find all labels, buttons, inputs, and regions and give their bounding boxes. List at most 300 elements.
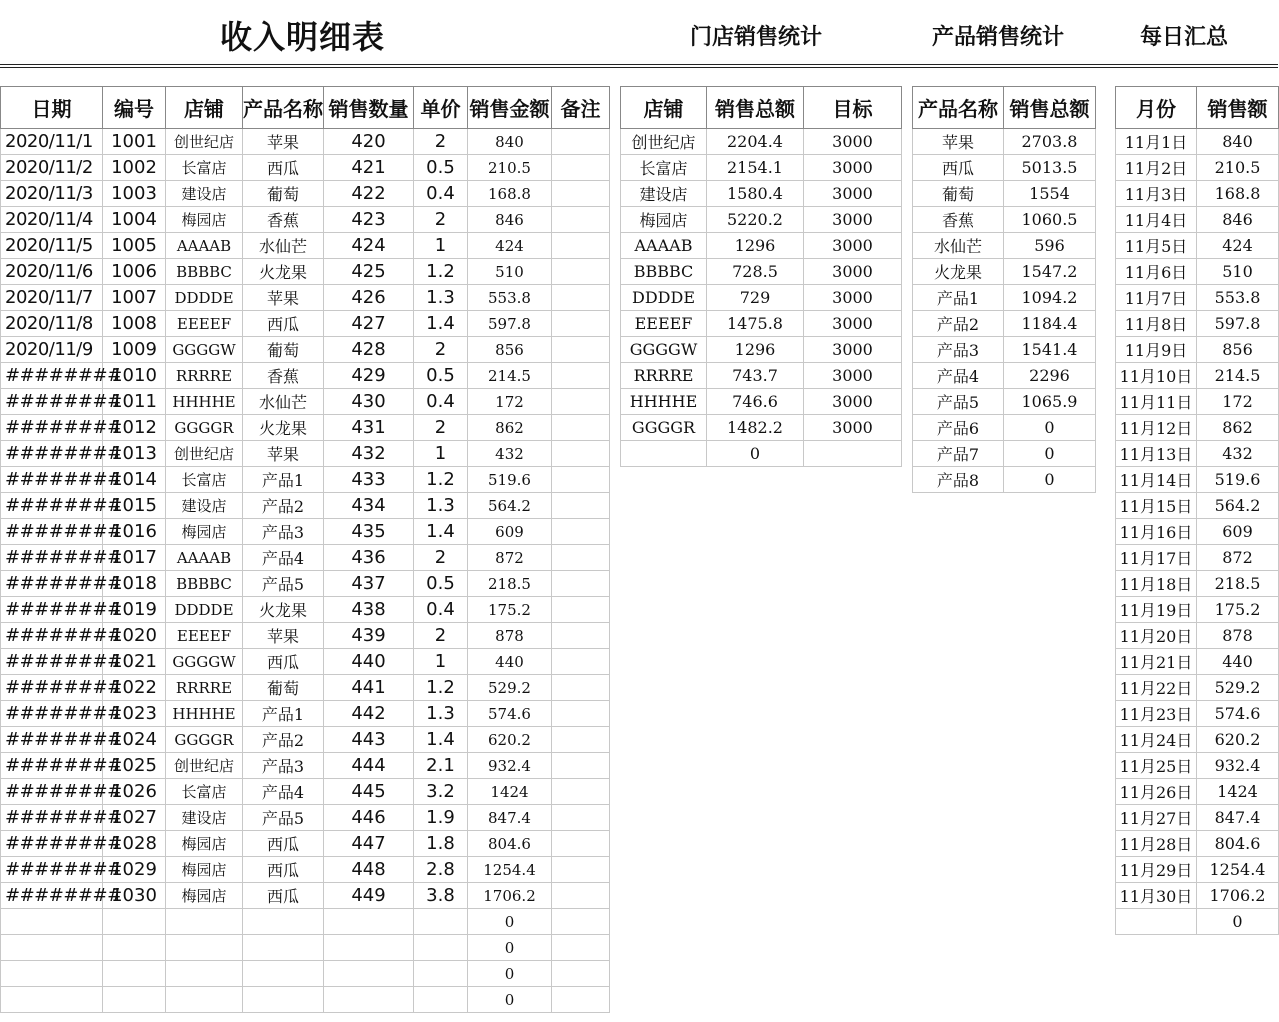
table-cell[interactable]: 产品8	[913, 467, 1004, 493]
table-cell[interactable]: 422	[324, 181, 414, 207]
table-cell[interactable]: 1006	[103, 259, 166, 285]
table-cell[interactable]: 1184.4	[1004, 311, 1096, 337]
table-cell[interactable]	[103, 987, 166, 1013]
table-cell[interactable]: 梅园店	[621, 207, 707, 233]
table-cell[interactable]: 5220.2	[707, 207, 804, 233]
table-cell[interactable]: GGGGR	[621, 415, 707, 441]
table-cell[interactable]: 1023	[103, 701, 166, 727]
table-cell[interactable]: 421	[324, 155, 414, 181]
table-cell[interactable]: 创世纪店	[166, 129, 243, 155]
table-cell[interactable]: 432	[324, 441, 414, 467]
table-cell[interactable]: 长富店	[166, 467, 243, 493]
table-cell[interactable]: 840	[468, 129, 552, 155]
table-cell[interactable]: 0.4	[414, 389, 468, 415]
table-cell[interactable]: 1020	[103, 623, 166, 649]
table-cell[interactable]: GGGGW	[166, 649, 243, 675]
table-cell[interactable]: 产品5	[243, 805, 324, 831]
table-cell[interactable]: 苹果	[913, 129, 1004, 155]
table-cell[interactable]: 175.2	[1197, 597, 1279, 623]
table-cell[interactable]: 产品4	[243, 545, 324, 571]
table-cell[interactable]: ########	[1, 727, 103, 753]
table-cell[interactable]: 1002	[103, 155, 166, 181]
table-cell[interactable]: 429	[324, 363, 414, 389]
table-cell[interactable]: 产品1	[913, 285, 1004, 311]
table-cell[interactable]: 11月9日	[1116, 337, 1197, 363]
table-cell[interactable]: ########	[1, 441, 103, 467]
table-cell[interactable]: 440	[468, 649, 552, 675]
table-cell[interactable]: 1017	[103, 545, 166, 571]
table-cell[interactable]: 438	[324, 597, 414, 623]
table-cell[interactable]: 426	[324, 285, 414, 311]
table-cell[interactable]: ########	[1, 701, 103, 727]
table-cell[interactable]: 1.4	[414, 311, 468, 337]
table-cell[interactable]: 609	[468, 519, 552, 545]
table-cell[interactable]: 创世纪店	[166, 753, 243, 779]
table-cell[interactable]	[324, 935, 414, 961]
table-cell[interactable]: ########	[1, 857, 103, 883]
table-cell[interactable]: 产品4	[913, 363, 1004, 389]
table-cell[interactable]: 444	[324, 753, 414, 779]
table-cell[interactable]: ########	[1, 805, 103, 831]
table-cell[interactable]: 2020/11/5	[1, 233, 103, 259]
table-cell[interactable]: 519.6	[468, 467, 552, 493]
table-cell[interactable]: 443	[324, 727, 414, 753]
table-cell[interactable]: 1015	[103, 493, 166, 519]
table-cell[interactable]: 437	[324, 571, 414, 597]
main-column-header[interactable]: 备注	[552, 87, 610, 129]
table-cell[interactable]: 0	[468, 961, 552, 987]
table-cell[interactable]: 产品4	[243, 779, 324, 805]
table-cell[interactable]: 0.4	[414, 181, 468, 207]
table-cell[interactable]	[552, 727, 610, 753]
table-cell[interactable]: 产品5	[243, 571, 324, 597]
table-cell[interactable]: 214.5	[468, 363, 552, 389]
table-cell[interactable]: 510	[468, 259, 552, 285]
table-cell[interactable]: 210.5	[1197, 155, 1279, 181]
table-cell[interactable]: 2020/11/8	[1, 311, 103, 337]
table-cell[interactable]: ########	[1, 389, 103, 415]
table-cell[interactable]: ########	[1, 493, 103, 519]
table-cell[interactable]: 11月14日	[1116, 467, 1197, 493]
table-cell[interactable]: 510	[1197, 259, 1279, 285]
table-cell[interactable]: 434	[324, 493, 414, 519]
table-cell[interactable]: 728.5	[707, 259, 804, 285]
table-cell[interactable]: 0	[1004, 415, 1096, 441]
table-cell[interactable]: 564.2	[468, 493, 552, 519]
table-cell[interactable]: 建设店	[621, 181, 707, 207]
table-cell[interactable]: EEEEF	[166, 623, 243, 649]
table-cell[interactable]: 1028	[103, 831, 166, 857]
table-cell[interactable]: 1025	[103, 753, 166, 779]
table-cell[interactable]: 2020/11/6	[1, 259, 103, 285]
table-cell[interactable]: 1475.8	[707, 311, 804, 337]
table-cell[interactable]	[552, 987, 610, 1013]
table-cell[interactable]	[552, 363, 610, 389]
table-cell[interactable]: 3000	[804, 207, 902, 233]
table-cell[interactable]: 1424	[468, 779, 552, 805]
table-cell[interactable]	[324, 909, 414, 935]
table-cell[interactable]: 11月21日	[1116, 649, 1197, 675]
table-cell[interactable]: 11月6日	[1116, 259, 1197, 285]
table-cell[interactable]: 0	[707, 441, 804, 467]
table-cell[interactable]: 水仙芒	[243, 233, 324, 259]
table-cell[interactable]: 442	[324, 701, 414, 727]
table-cell[interactable]	[1, 961, 103, 987]
table-cell[interactable]: 11月5日	[1116, 233, 1197, 259]
table-cell[interactable]: RRRRE	[621, 363, 707, 389]
table-cell[interactable]	[552, 961, 610, 987]
table-cell[interactable]	[552, 831, 610, 857]
table-cell[interactable]: 产品3	[243, 519, 324, 545]
table-cell[interactable]: 441	[324, 675, 414, 701]
table-cell[interactable]	[552, 675, 610, 701]
table-cell[interactable]: 1011	[103, 389, 166, 415]
table-cell[interactable]: 1013	[103, 441, 166, 467]
table-cell[interactable]: 产品6	[913, 415, 1004, 441]
table-cell[interactable]: 862	[468, 415, 552, 441]
table-cell[interactable]: 1018	[103, 571, 166, 597]
table-cell[interactable]	[552, 129, 610, 155]
table-cell[interactable]	[621, 441, 707, 467]
table-cell[interactable]: AAAAB	[166, 233, 243, 259]
table-cell[interactable]: 1.2	[414, 259, 468, 285]
table-cell[interactable]: EEEEF	[621, 311, 707, 337]
table-cell[interactable]: 846	[1197, 207, 1279, 233]
table-cell[interactable]: 梅园店	[166, 519, 243, 545]
table-cell[interactable]	[103, 961, 166, 987]
table-cell[interactable]: 长富店	[621, 155, 707, 181]
table-cell[interactable]: 3000	[804, 389, 902, 415]
table-cell[interactable]: 1424	[1197, 779, 1279, 805]
table-cell[interactable]: 11月19日	[1116, 597, 1197, 623]
table-cell[interactable]: 597.8	[1197, 311, 1279, 337]
table-cell[interactable]: 872	[1197, 545, 1279, 571]
table-cell[interactable]: 1094.2	[1004, 285, 1096, 311]
table-cell[interactable]: 431	[324, 415, 414, 441]
store-column-header[interactable]: 店铺	[621, 87, 707, 129]
table-cell[interactable]: 梅园店	[166, 857, 243, 883]
table-cell[interactable]: 梅园店	[166, 831, 243, 857]
table-cell[interactable]: 872	[468, 545, 552, 571]
table-cell[interactable]: 1012	[103, 415, 166, 441]
table-cell[interactable]: 1541.4	[1004, 337, 1096, 363]
table-cell[interactable]: 1008	[103, 311, 166, 337]
table-cell[interactable]: 11月30日	[1116, 883, 1197, 909]
table-cell[interactable]: 3000	[804, 181, 902, 207]
table-cell[interactable]: DDDDE	[166, 285, 243, 311]
table-cell[interactable]: 168.8	[468, 181, 552, 207]
table-cell[interactable]: 445	[324, 779, 414, 805]
table-cell[interactable]: 火龙果	[243, 259, 324, 285]
table-cell[interactable]	[552, 545, 610, 571]
table-cell[interactable]: 446	[324, 805, 414, 831]
table-cell[interactable]: AAAAB	[166, 545, 243, 571]
table-cell[interactable]: 0.4	[414, 597, 468, 623]
table-cell[interactable]: 529.2	[1197, 675, 1279, 701]
table-cell[interactable]: 0	[1004, 441, 1096, 467]
table-cell[interactable]: 产品1	[243, 701, 324, 727]
table-cell[interactable]: 432	[468, 441, 552, 467]
table-cell[interactable]: GGGGW	[621, 337, 707, 363]
table-cell[interactable]: 447	[324, 831, 414, 857]
table-cell[interactable]: 1024	[103, 727, 166, 753]
table-cell[interactable]: 0.5	[414, 571, 468, 597]
table-cell[interactable]: 424	[324, 233, 414, 259]
table-cell[interactable]: 水仙芒	[243, 389, 324, 415]
table-cell[interactable]: 1296	[707, 233, 804, 259]
table-cell[interactable]	[552, 207, 610, 233]
table-cell[interactable]	[552, 233, 610, 259]
table-cell[interactable]: 1.2	[414, 467, 468, 493]
table-cell[interactable]: 1030	[103, 883, 166, 909]
table-cell[interactable]: 3000	[804, 233, 902, 259]
table-cell[interactable]: ########	[1, 363, 103, 389]
table-cell[interactable]	[243, 909, 324, 935]
table-cell[interactable]: 449	[324, 883, 414, 909]
table-cell[interactable]: 西瓜	[243, 831, 324, 857]
table-cell[interactable]: 产品3	[913, 337, 1004, 363]
table-cell[interactable]	[243, 935, 324, 961]
table-cell[interactable]: 11月10日	[1116, 363, 1197, 389]
table-cell[interactable]: 1016	[103, 519, 166, 545]
table-cell[interactable]: 2	[414, 545, 468, 571]
table-cell[interactable]: 1254.4	[1197, 857, 1279, 883]
table-cell[interactable]: 1004	[103, 207, 166, 233]
table-cell[interactable]: 1007	[103, 285, 166, 311]
table-cell[interactable]: 620.2	[1197, 727, 1279, 753]
table-cell[interactable]: 2296	[1004, 363, 1096, 389]
table-cell[interactable]: 11月11日	[1116, 389, 1197, 415]
table-cell[interactable]: 1	[414, 441, 468, 467]
table-cell[interactable]: 856	[468, 337, 552, 363]
main-column-header[interactable]: 店铺	[166, 87, 243, 129]
table-cell[interactable]: 西瓜	[913, 155, 1004, 181]
main-column-header[interactable]: 编号	[103, 87, 166, 129]
table-cell[interactable]: 862	[1197, 415, 1279, 441]
table-cell[interactable]: ########	[1, 753, 103, 779]
table-cell[interactable]: BBBBC	[166, 259, 243, 285]
table-cell[interactable]: 172	[468, 389, 552, 415]
table-cell[interactable]	[552, 441, 610, 467]
table-cell[interactable]: 产品7	[913, 441, 1004, 467]
table-cell[interactable]: 424	[468, 233, 552, 259]
table-cell[interactable]	[552, 909, 610, 935]
table-cell[interactable]: 0	[468, 935, 552, 961]
table-cell[interactable]	[552, 649, 610, 675]
nav-product-stats[interactable]: 产品销售统计	[932, 25, 1065, 50]
table-cell[interactable]	[1, 935, 103, 961]
table-cell[interactable]: 609	[1197, 519, 1279, 545]
main-column-header[interactable]: 单价	[414, 87, 468, 129]
store-column-header[interactable]: 目标	[804, 87, 902, 129]
table-cell[interactable]: ########	[1, 883, 103, 909]
table-cell[interactable]: GGGGR	[166, 727, 243, 753]
table-cell[interactable]	[1116, 909, 1197, 935]
table-cell[interactable]: 1027	[103, 805, 166, 831]
table-cell[interactable]: HHHHE	[166, 701, 243, 727]
table-cell[interactable]: 840	[1197, 129, 1279, 155]
table-cell[interactable]: DDDDE	[621, 285, 707, 311]
table-cell[interactable]: 804.6	[1197, 831, 1279, 857]
table-cell[interactable]: 产品2	[243, 727, 324, 753]
table-cell[interactable]	[243, 961, 324, 987]
table-cell[interactable]: 3000	[804, 363, 902, 389]
table-cell[interactable]: 1022	[103, 675, 166, 701]
table-cell[interactable]: 11月24日	[1116, 727, 1197, 753]
table-cell[interactable]: 1026	[103, 779, 166, 805]
table-cell[interactable]: 11月1日	[1116, 129, 1197, 155]
table-cell[interactable]: 746.6	[707, 389, 804, 415]
table-cell[interactable]: ########	[1, 467, 103, 493]
table-cell[interactable]: 11月15日	[1116, 493, 1197, 519]
table-cell[interactable]: 11月27日	[1116, 805, 1197, 831]
table-cell[interactable]: 1065.9	[1004, 389, 1096, 415]
table-cell[interactable]: 804.6	[468, 831, 552, 857]
table-cell[interactable]: 1706.2	[1197, 883, 1279, 909]
table-cell[interactable]: 847.4	[468, 805, 552, 831]
table-cell[interactable]: 168.8	[1197, 181, 1279, 207]
table-cell[interactable]: BBBBC	[621, 259, 707, 285]
table-cell[interactable]: 11月29日	[1116, 857, 1197, 883]
table-cell[interactable]: 11月3日	[1116, 181, 1197, 207]
main-column-header[interactable]: 产品名称	[243, 87, 324, 129]
product-column-header[interactable]: 产品名称	[913, 87, 1004, 129]
table-cell[interactable]: 596	[1004, 233, 1096, 259]
table-cell[interactable]: 1.3	[414, 701, 468, 727]
table-cell[interactable]: 1580.4	[707, 181, 804, 207]
table-cell[interactable]: 创世纪店	[621, 129, 707, 155]
table-cell[interactable]: 3000	[804, 129, 902, 155]
table-cell[interactable]: 210.5	[468, 155, 552, 181]
table-cell[interactable]: DDDDE	[166, 597, 243, 623]
table-cell[interactable]: 梅园店	[166, 207, 243, 233]
table-cell[interactable]: 香蕉	[913, 207, 1004, 233]
table-cell[interactable]	[1, 909, 103, 935]
table-cell[interactable]: ########	[1, 571, 103, 597]
table-cell[interactable]: 932.4	[1197, 753, 1279, 779]
table-cell[interactable]: 建设店	[166, 181, 243, 207]
nav-daily-summary[interactable]: 每日汇总	[1140, 25, 1229, 50]
table-cell[interactable]: 葡萄	[913, 181, 1004, 207]
table-cell[interactable]: 3000	[804, 337, 902, 363]
table-cell[interactable]	[552, 623, 610, 649]
table-cell[interactable]	[552, 857, 610, 883]
table-cell[interactable]	[414, 909, 468, 935]
product-column-header[interactable]: 销售总额	[1004, 87, 1096, 129]
table-cell[interactable]: 梅园店	[166, 883, 243, 909]
table-cell[interactable]: 425	[324, 259, 414, 285]
table-cell[interactable]: 2020/11/7	[1, 285, 103, 311]
table-cell[interactable]	[414, 987, 468, 1013]
table-cell[interactable]: 214.5	[1197, 363, 1279, 389]
table-cell[interactable]: 2154.1	[707, 155, 804, 181]
table-cell[interactable]: 574.6	[468, 701, 552, 727]
table-cell[interactable]: 1.3	[414, 285, 468, 311]
table-cell[interactable]	[552, 493, 610, 519]
table-cell[interactable]	[804, 441, 902, 467]
table-cell[interactable]	[552, 259, 610, 285]
table-cell[interactable]: 0	[468, 987, 552, 1013]
table-cell[interactable]: 1009	[103, 337, 166, 363]
table-cell[interactable]: 葡萄	[243, 675, 324, 701]
table-cell[interactable]	[552, 389, 610, 415]
table-cell[interactable]: 11月25日	[1116, 753, 1197, 779]
table-cell[interactable]	[166, 909, 243, 935]
table-cell[interactable]: 3.2	[414, 779, 468, 805]
table-cell[interactable]: 1254.4	[468, 857, 552, 883]
table-cell[interactable]: 448	[324, 857, 414, 883]
table-cell[interactable]: 436	[324, 545, 414, 571]
table-cell[interactable]: 香蕉	[243, 207, 324, 233]
table-cell[interactable]: 440	[1197, 649, 1279, 675]
table-cell[interactable]: 创世纪店	[166, 441, 243, 467]
table-cell[interactable]: 1014	[103, 467, 166, 493]
table-cell[interactable]: 529.2	[468, 675, 552, 701]
table-cell[interactable]: 2204.4	[707, 129, 804, 155]
table-cell[interactable]	[324, 961, 414, 987]
table-cell[interactable]: 1001	[103, 129, 166, 155]
table-cell[interactable]: 430	[324, 389, 414, 415]
table-cell[interactable]: 1	[414, 649, 468, 675]
table-cell[interactable]: 11月7日	[1116, 285, 1197, 311]
table-cell[interactable]: 苹果	[243, 623, 324, 649]
table-cell[interactable]: 3000	[804, 415, 902, 441]
table-cell[interactable]	[324, 987, 414, 1013]
table-cell[interactable]: 11月16日	[1116, 519, 1197, 545]
main-column-header[interactable]: 销售金额	[468, 87, 552, 129]
table-cell[interactable]: 1010	[103, 363, 166, 389]
table-cell[interactable]: 2.1	[414, 753, 468, 779]
table-cell[interactable]: 2020/11/2	[1, 155, 103, 181]
table-cell[interactable]: 424	[1197, 233, 1279, 259]
table-cell[interactable]: 11月20日	[1116, 623, 1197, 649]
table-cell[interactable]: 11月13日	[1116, 441, 1197, 467]
table-cell[interactable]: 1021	[103, 649, 166, 675]
table-cell[interactable]	[552, 883, 610, 909]
table-cell[interactable]	[103, 935, 166, 961]
table-cell[interactable]: 产品2	[913, 311, 1004, 337]
table-cell[interactable]: 西瓜	[243, 883, 324, 909]
table-cell[interactable]: 218.5	[1197, 571, 1279, 597]
table-cell[interactable]: 1029	[103, 857, 166, 883]
table-cell[interactable]: BBBBC	[166, 571, 243, 597]
table-cell[interactable]: 1.9	[414, 805, 468, 831]
table-cell[interactable]: 2020/11/1	[1, 129, 103, 155]
table-cell[interactable]: 西瓜	[243, 857, 324, 883]
table-cell[interactable]: 长富店	[166, 779, 243, 805]
table-cell[interactable]: 1.3	[414, 493, 468, 519]
table-cell[interactable]	[552, 571, 610, 597]
table-cell[interactable]: EEEEF	[166, 311, 243, 337]
table-cell[interactable]: 产品5	[913, 389, 1004, 415]
table-cell[interactable]: 878	[468, 623, 552, 649]
table-cell[interactable]: 11月28日	[1116, 831, 1197, 857]
table-cell[interactable]: 435	[324, 519, 414, 545]
table-cell[interactable]	[552, 415, 610, 441]
table-cell[interactable]	[552, 935, 610, 961]
table-cell[interactable]: 2	[414, 207, 468, 233]
table-cell[interactable]: 0	[1004, 467, 1096, 493]
table-cell[interactable]: 西瓜	[243, 155, 324, 181]
table-cell[interactable]: 878	[1197, 623, 1279, 649]
table-cell[interactable]: 2.8	[414, 857, 468, 883]
table-cell[interactable]	[552, 519, 610, 545]
table-cell[interactable]: 432	[1197, 441, 1279, 467]
table-cell[interactable]: 932.4	[468, 753, 552, 779]
table-cell[interactable]	[243, 987, 324, 1013]
table-cell[interactable]	[552, 701, 610, 727]
table-cell[interactable]: ########	[1, 831, 103, 857]
